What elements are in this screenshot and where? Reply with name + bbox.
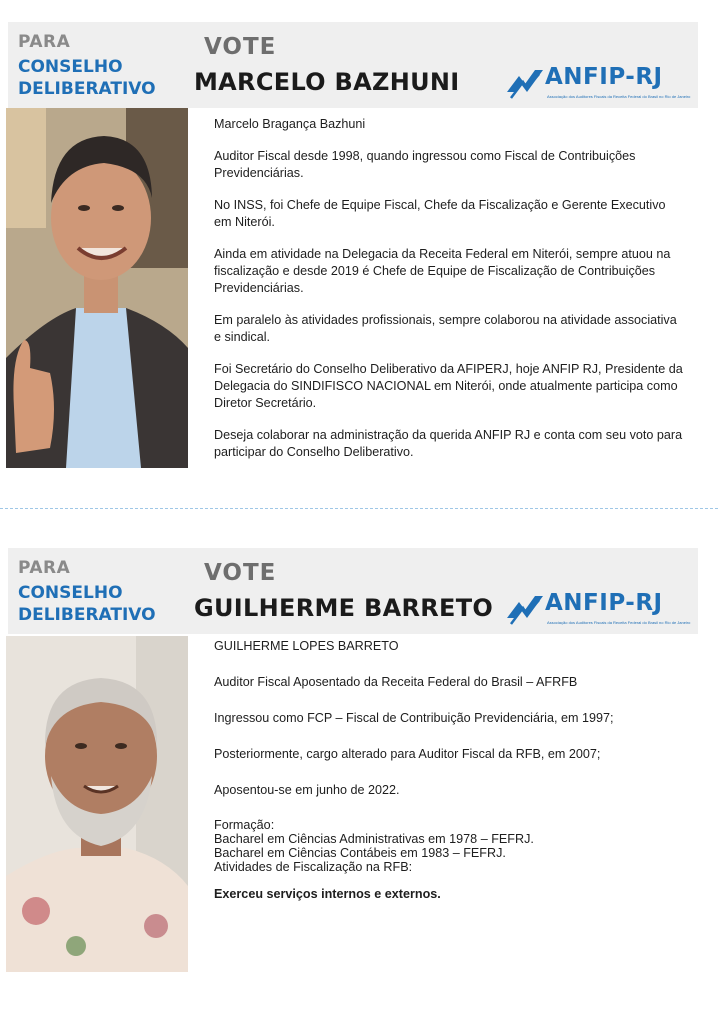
bio-paragraph: Foi Secretário do Conselho Deliberativo da AFIPERJ, hoje ANFIP RJ, Presidente da Delegacia do SINDIFISCO NACIONAL em Niterói, onde atualmente participa como Diretor Secretário.	[214, 362, 683, 410]
candidate-photo	[6, 108, 188, 468]
vote-label: VOTE	[204, 34, 277, 60]
formacao-line: Atividades de Fiscalização na RFB:	[214, 860, 413, 874]
logo-text: ANFIP-RJ	[545, 590, 663, 616]
anfip-rj-logo	[505, 64, 695, 108]
bio-paragraph: No INSS, foi Chefe de Equipe Fiscal, Chefe da Fiscalização e Gerente Executivo em Niterói.	[214, 198, 666, 229]
bio-paragraph: Posteriormente, cargo alterado para Auditor Fiscal da RFB, em 2007;	[214, 747, 601, 761]
candidate-name: GUILHERME BARRETO	[194, 594, 494, 622]
para-label: PARA	[18, 32, 71, 52]
formacao-line: Bacharel em Ciências Administrativas em 1978 – FEFRJ.	[214, 832, 534, 846]
card-header	[8, 22, 698, 108]
bio-paragraph: GUILHERME LOPES BARRETO	[214, 639, 399, 653]
logo-subtitle: Associação dos Auditores Fiscais da Receita Federal do Brasil no Rio de Janeiro	[547, 94, 691, 99]
logo-text: ANFIP-RJ	[545, 64, 663, 90]
formacao-block	[214, 818, 684, 874]
closing-statement: Exerceu serviços internos e externos.	[214, 887, 441, 901]
anfip-logo-mark-icon	[505, 66, 545, 100]
vote-label: VOTE	[204, 560, 277, 586]
bio-paragraph: Aposentou-se em junho de 2022.	[214, 783, 400, 797]
conselho-label	[18, 582, 156, 626]
candidate-photo	[6, 636, 188, 972]
conselho-line-2: DELIBERATIVO	[18, 605, 156, 625]
logo-subtitle: Associação dos Auditores Fiscais da Receita Federal do Brasil no Rio de Janeiro	[547, 620, 691, 625]
bio-paragraph: Auditor Fiscal desde 1998, quando ingressou como Fiscal de Contribuições Previdenciárias.	[214, 149, 636, 180]
conselho-label	[18, 56, 156, 100]
bio-paragraph: Deseja colaborar na administração da querida ANFIP RJ e conta com seu voto para participar do Conselho Deliberativo.	[214, 428, 683, 459]
candidate-card-guilherme	[0, 540, 718, 980]
candidate-bio	[214, 638, 684, 922]
card-header	[8, 548, 698, 634]
bio-paragraph: Ainda em atividade na Delegacia da Receita Federal em Niterói, sempre atuou na fiscalização e desde 2019 é Chefe de Equipe de Fiscalização de Contribuições Previdenciárias.	[214, 247, 671, 295]
conselho-line-2: DELIBERATIVO	[18, 79, 156, 99]
portrait-image-icon	[6, 636, 188, 972]
bio-paragraph: Em paralelo às atividades profissionais, sempre colaborou na atividade associativa e sindical.	[214, 313, 677, 344]
conselho-line-1: CONSELHO	[18, 583, 123, 603]
formacao-line: Formação:	[214, 818, 275, 832]
conselho-line-1: CONSELHO	[18, 57, 123, 77]
bio-paragraph: Marcelo Bragança Bazhuni	[214, 117, 366, 131]
candidate-name: MARCELO BAZHUNI	[194, 68, 460, 96]
formacao-line: Bacharel em Ciências Contábeis em 1983 – FEFRJ.	[214, 846, 506, 860]
portrait-image-icon	[6, 108, 188, 468]
para-label: PARA	[18, 558, 71, 578]
candidate-bio	[214, 116, 684, 476]
page-divider	[0, 508, 718, 509]
anfip-logo-mark-icon	[505, 592, 545, 626]
candidate-card-marcelo	[0, 14, 718, 474]
bio-paragraph: Ingressou como FCP – Fiscal de Contribuição Previdenciária, em 1997;	[214, 711, 614, 725]
anfip-rj-logo	[505, 590, 695, 634]
bio-paragraph: Auditor Fiscal Aposentado da Receita Federal do Brasil – AFRFB	[214, 675, 578, 689]
